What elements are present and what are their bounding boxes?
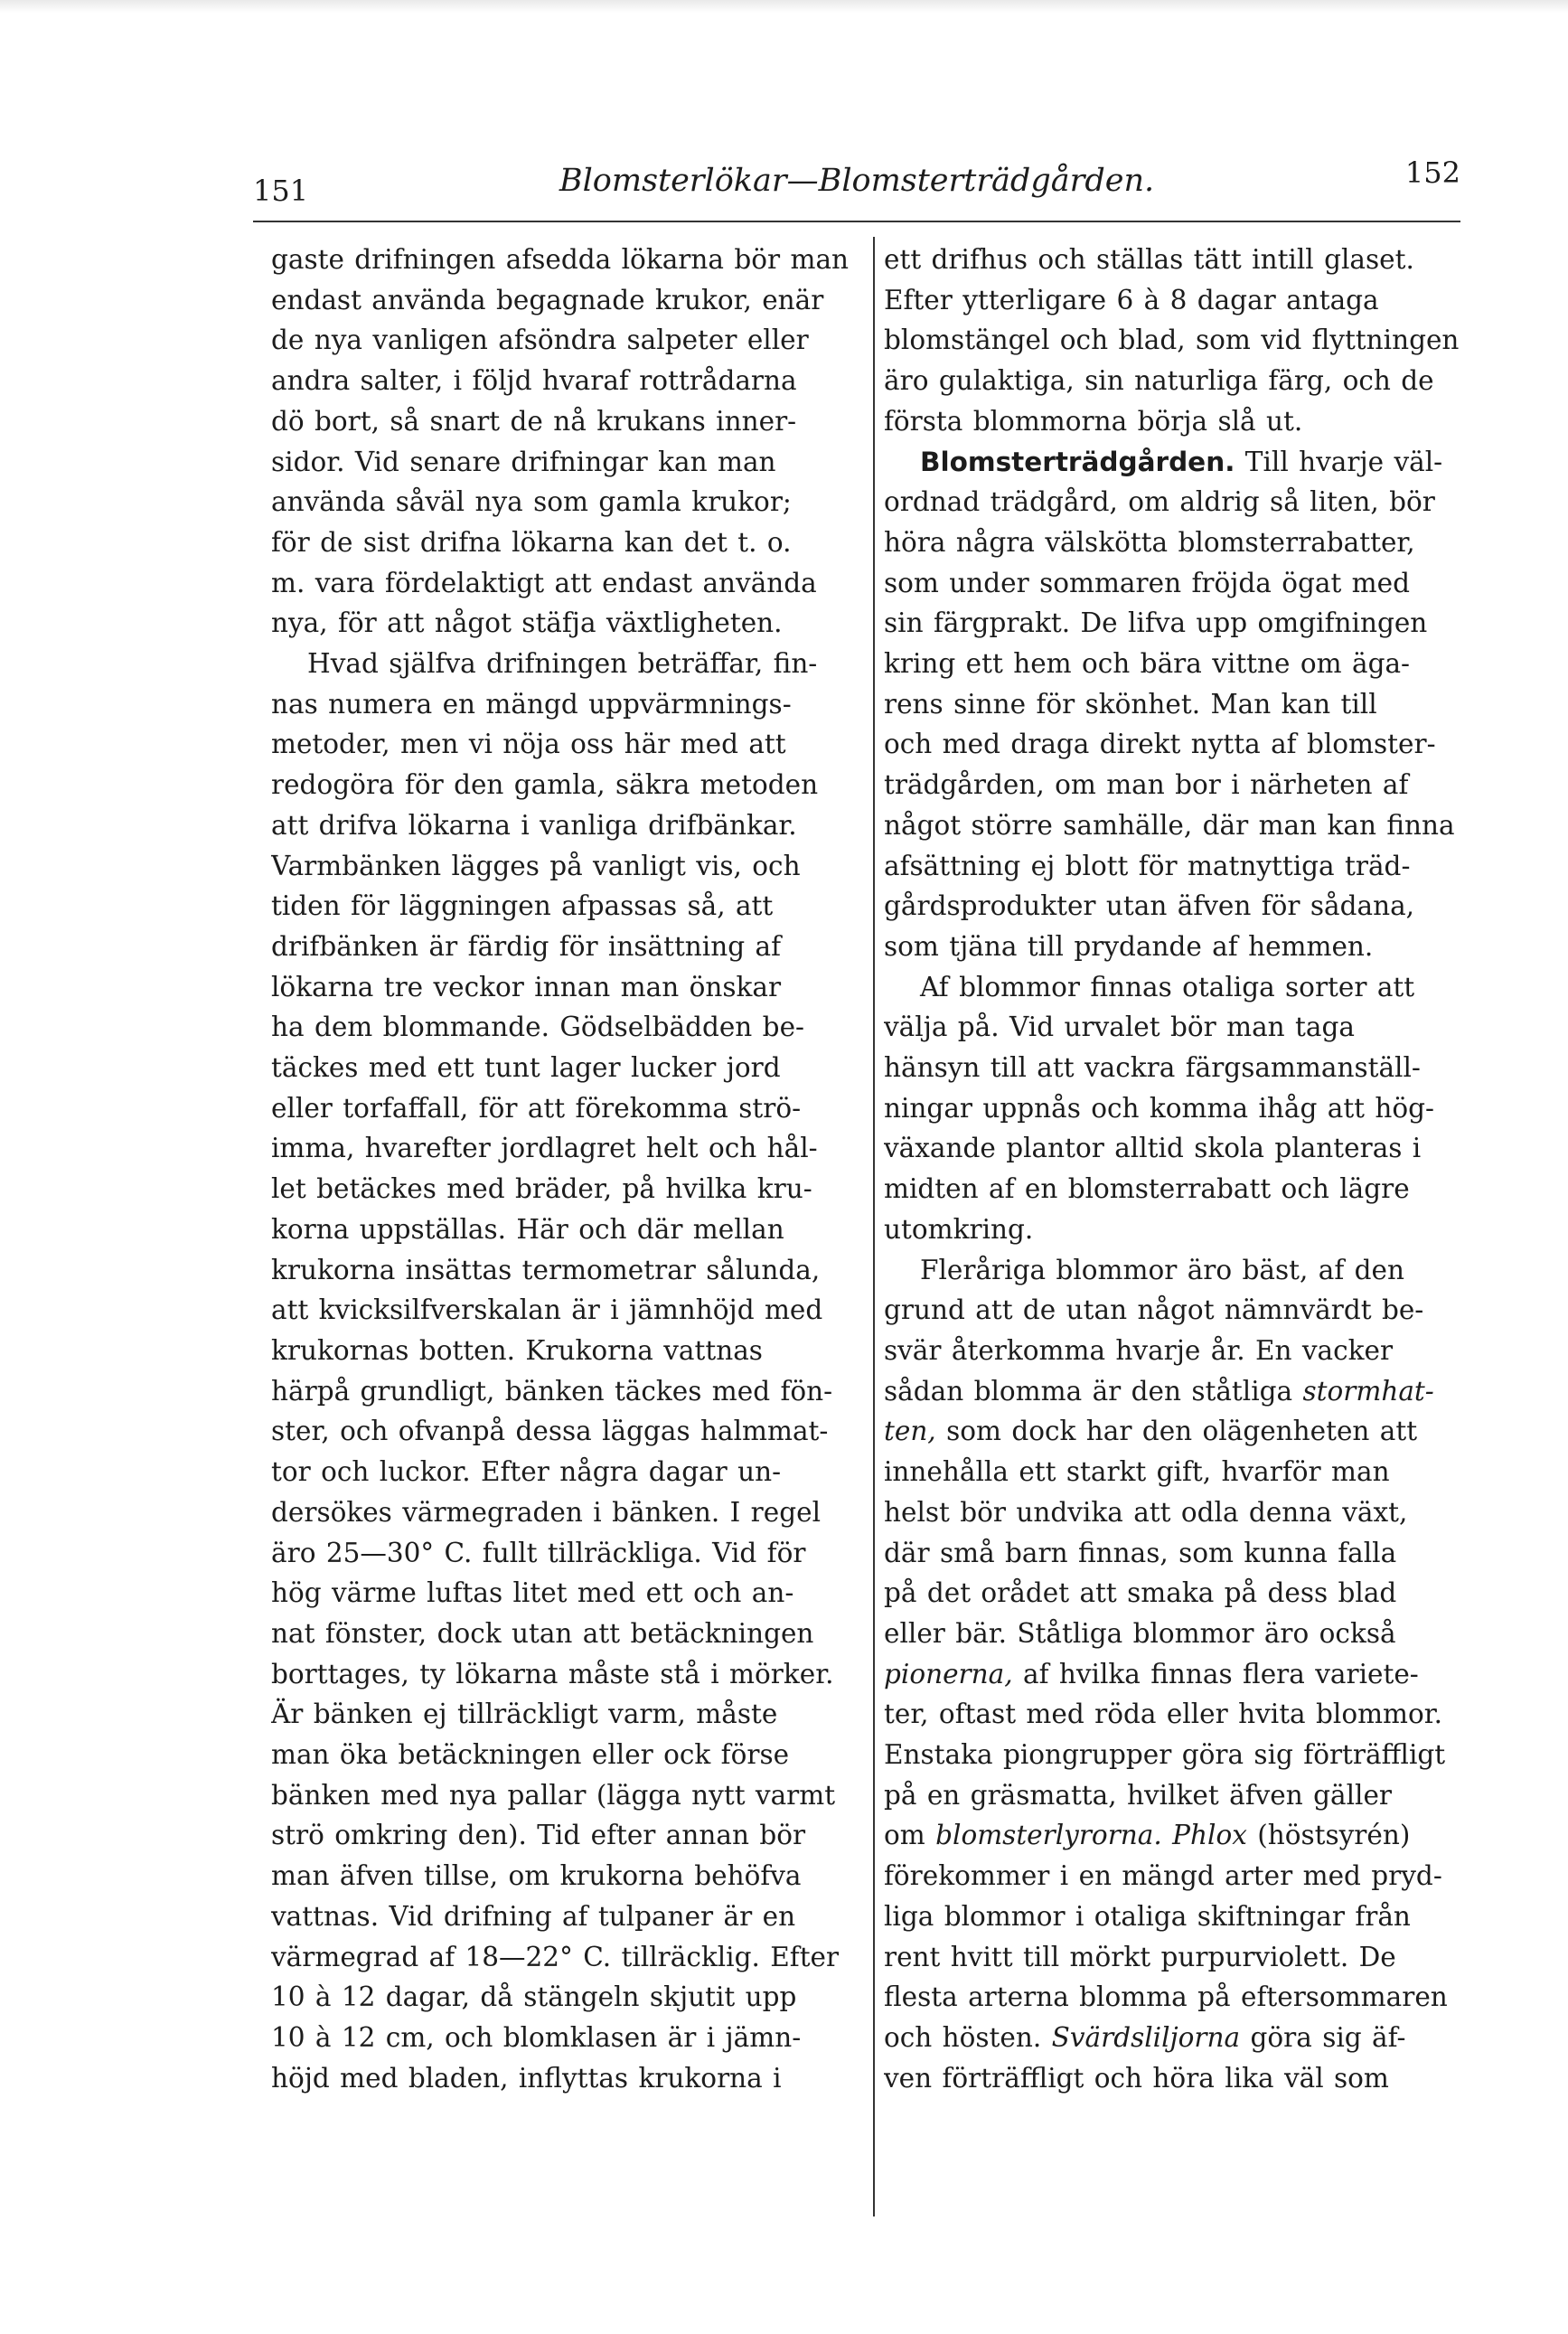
- text-line: eller bär. Ståtliga blommor äro också: [884, 1617, 1396, 1649]
- text-line: om blomsterlyrorna. Phlox (höstsyrén): [884, 1820, 1411, 1851]
- text-line: afsättning ej blott för matnyttiga träd-: [884, 850, 1411, 881]
- text-line: gaste drifningen afsedda lökarna bör man: [271, 244, 850, 275]
- text-line: andra salter, i följd hvaraf rottrådarna: [271, 365, 797, 397]
- text-line: helst bör undvika att odla denna växt,: [884, 1496, 1408, 1528]
- text-line: redogöra för den gamla, säkra metoden: [271, 769, 819, 801]
- text-line: tor och luckor. Efter några dagar un-: [271, 1456, 782, 1488]
- text-line: ett drifhus och ställas tätt intill glaset.: [884, 244, 1414, 275]
- text-line: något större samhälle, där man kan finna: [884, 809, 1455, 841]
- text-line: drifbänken är färdig för insättning af: [271, 930, 782, 962]
- text-line: ven förträffligt och höra lika väl som: [884, 2062, 1389, 2094]
- text-line: höra några välskötta blomsterrabatter,: [884, 526, 1415, 558]
- text-line: vattnas. Vid drifning af tulpaner är en: [271, 1900, 796, 1932]
- text-line: liga blommor i otaliga skiftningar från: [884, 1900, 1411, 1932]
- text-line: och med draga direkt nytta af blomster-: [884, 729, 1436, 760]
- text-line: kring ett hem och bära vittne om äga-: [884, 648, 1411, 680]
- text-line: växande plantor alltid skola planteras i: [884, 1133, 1422, 1164]
- text-line: de nya vanligen afsöndra salpeter eller: [271, 325, 809, 356]
- text-line: korna uppställas. Här och där mellan: [271, 1213, 784, 1245]
- text-line: dö bort, så snart de nå krukans inner-: [271, 405, 797, 437]
- text-line: dersökes värmegraden i bänken. I regel: [271, 1496, 822, 1528]
- text-line: ningar uppnås och komma ihåg att hög-: [884, 1092, 1435, 1124]
- text-line: ster, och ofvanpå dessa läggas halmmat-: [271, 1416, 829, 1447]
- text-line: Fleråriga blommor äro bäst, af den: [920, 1254, 1404, 1285]
- text-line: förekommer i en mängd arter med pryd-: [884, 1860, 1442, 1892]
- text-line: äro gulaktiga, sin naturliga färg, och de: [884, 365, 1434, 397]
- text-line: strö omkring den). Tid efter annan bör: [271, 1820, 806, 1851]
- page-edge-shadow: [0, 0, 1568, 13]
- text-line: midten af en blomsterrabatt och lägre: [884, 1173, 1410, 1205]
- text-line: nya, för att något stäfja växtligheten.: [271, 607, 783, 639]
- text-line: innehålla ett starkt gift, hvarför man: [884, 1456, 1390, 1488]
- text-line: borttages, ty lökarna måste stå i mörker.: [271, 1658, 834, 1689]
- text-line: att kvicksilfverskalan är i jämnhöjd med: [271, 1294, 823, 1326]
- text-line: trädgården, om man bor i närheten af: [884, 769, 1409, 801]
- text-line: nat fönster, dock utan att betäckningen: [271, 1617, 814, 1649]
- text-line: hänsyn till att vackra färgsammanställ-: [884, 1052, 1421, 1084]
- right-column: [884, 240, 1476, 2098]
- text-line: Är bänken ej tillräckligt varm, måste: [271, 1699, 778, 1730]
- text-line: m. vara fördelaktigt att endast använda: [271, 567, 817, 598]
- text-line: som under sommaren fröjda ögat med: [884, 567, 1410, 598]
- text-line: Varmbänken lägges på vanligt vis, och: [271, 850, 801, 881]
- text-line: använda såväl nya som gamla krukor;: [271, 486, 792, 518]
- text-line: rens sinne för skönhet. Man kan till: [884, 688, 1377, 720]
- text-line: imma, hvarefter jordlagret helt och hål-: [271, 1133, 818, 1164]
- text-line: endast använda begagnade krukor, enär: [271, 284, 824, 315]
- column-divider: [873, 237, 875, 2216]
- text-line: grund att de utan något nämnvärdt be-: [884, 1294, 1424, 1326]
- text-line: ha dem blommande. Gödselbädden be-: [271, 1012, 804, 1043]
- text-line: sin färgprakt. De lifva upp omgifningen: [884, 607, 1428, 639]
- text-line: tiden för läggningen afpassas så, att: [271, 890, 774, 922]
- text-line: let betäckes med bräder, på hvilka kru-: [271, 1173, 812, 1205]
- section-heading-line: Blomsterträdgården. Till hvarje väl-: [920, 446, 1443, 477]
- text-line: Hvad själfva drifningen beträffar, fin-: [307, 648, 818, 680]
- text-line: svär återkomma hvarje år. En vacker: [884, 1334, 1394, 1366]
- text-line: värmegrad af 18—22° C. tillräcklig. Efter: [271, 1941, 840, 1972]
- text-line: sidor. Vid senare drifningar kan man: [271, 446, 776, 477]
- text-line: sådan blomma är den ståtliga stormhat-: [884, 1375, 1434, 1407]
- text-line: ter, oftast med röda eller hvita blommor.: [884, 1699, 1443, 1730]
- page-header: [253, 155, 1460, 219]
- text-line: Af blommor finnas otaliga sorter att: [920, 971, 1415, 1002]
- page-number-left: 151: [253, 174, 309, 208]
- text-line: att drifva lökarna i vanliga drifbänkar.: [271, 809, 797, 841]
- text-line: krukornas botten. Krukorna vattnas: [271, 1334, 763, 1366]
- text-line: ten, som dock har den olägenheten att: [884, 1416, 1418, 1447]
- left-column: [271, 240, 863, 2098]
- text-line: lökarna tre veckor innan man önskar: [271, 971, 782, 1002]
- text-line: Enstaka piongrupper göra sig förträffligt: [884, 1739, 1446, 1771]
- text-line: 10 à 12 dagar, då stängeln skjutit upp: [271, 1981, 797, 2013]
- header-rule: [253, 221, 1460, 222]
- text-line: och hösten. Svärdsliljorna göra sig äf-: [884, 2021, 1406, 2053]
- text-line: bänken med nya pallar (lägga nytt varmt: [271, 1779, 836, 1811]
- text-line: man öka betäckningen eller ock förse: [271, 1739, 790, 1771]
- section-heading: Blomsterträdgården.: [920, 446, 1235, 477]
- text-line: som tjäna till prydande af hemmen.: [884, 930, 1374, 962]
- text-line: Efter ytterligare 6 à 8 dagar antaga: [884, 284, 1379, 315]
- text-line: välja på. Vid urvalet bör man taga: [884, 1012, 1355, 1043]
- text-line: täckes med ett tunt lager lucker jord: [271, 1052, 781, 1084]
- text-line: höjd med bladen, inflyttas krukorna i: [271, 2062, 782, 2094]
- text-line: ordnad trädgård, om aldrig så liten, bör: [884, 486, 1435, 518]
- text-line: pionerna, af hvilka finnas flera variete-: [884, 1658, 1419, 1689]
- text-line: 10 à 12 cm, och blomklasen är i jämn-: [271, 2021, 802, 2053]
- text-line: rent hvitt till mörkt purpurviolett. De: [884, 1941, 1396, 1972]
- text-line: första blommorna börja slå ut.: [884, 405, 1303, 437]
- text-line: blomstängel och blad, som vid flyttningen: [884, 325, 1460, 356]
- text-line: hög värme luftas litet med ett och an-: [271, 1577, 794, 1609]
- text-line: utomkring.: [884, 1213, 1034, 1245]
- running-title: Blomsterlökar—Blomsterträdgården.: [559, 163, 1155, 199]
- text-line: metoder, men vi nöja oss här med att: [271, 729, 786, 760]
- text-line: gårdsprodukter utan äfven för sådana,: [884, 890, 1415, 922]
- text-line: krukorna insättas termometrar sålunda,: [271, 1254, 821, 1285]
- text-line: man äfven tillse, om krukorna behöfva: [271, 1860, 802, 1892]
- page-number-right: 152: [1404, 155, 1460, 190]
- text-line: för de sist drifna lökarna kan det t. o.: [271, 526, 792, 558]
- text-line: på det orådet att smaka på dess blad: [884, 1577, 1397, 1609]
- text-line: eller torfaffall, för att förekomma strö-: [271, 1092, 802, 1124]
- text-line: på en gräsmatta, hvilket äfven gäller: [884, 1779, 1393, 1811]
- text-line: härpå grundligt, bänken täckes med fön-: [271, 1375, 833, 1407]
- text-line: flesta arterna blomma på eftersommaren: [884, 1981, 1448, 2013]
- text-line: nas numera en mängd uppvärmnings-: [271, 688, 792, 720]
- text-line: där små barn finnas, som kunna falla: [884, 1537, 1397, 1568]
- text-line: äro 25—30° C. fullt tillräckliga. Vid för: [271, 1537, 806, 1568]
